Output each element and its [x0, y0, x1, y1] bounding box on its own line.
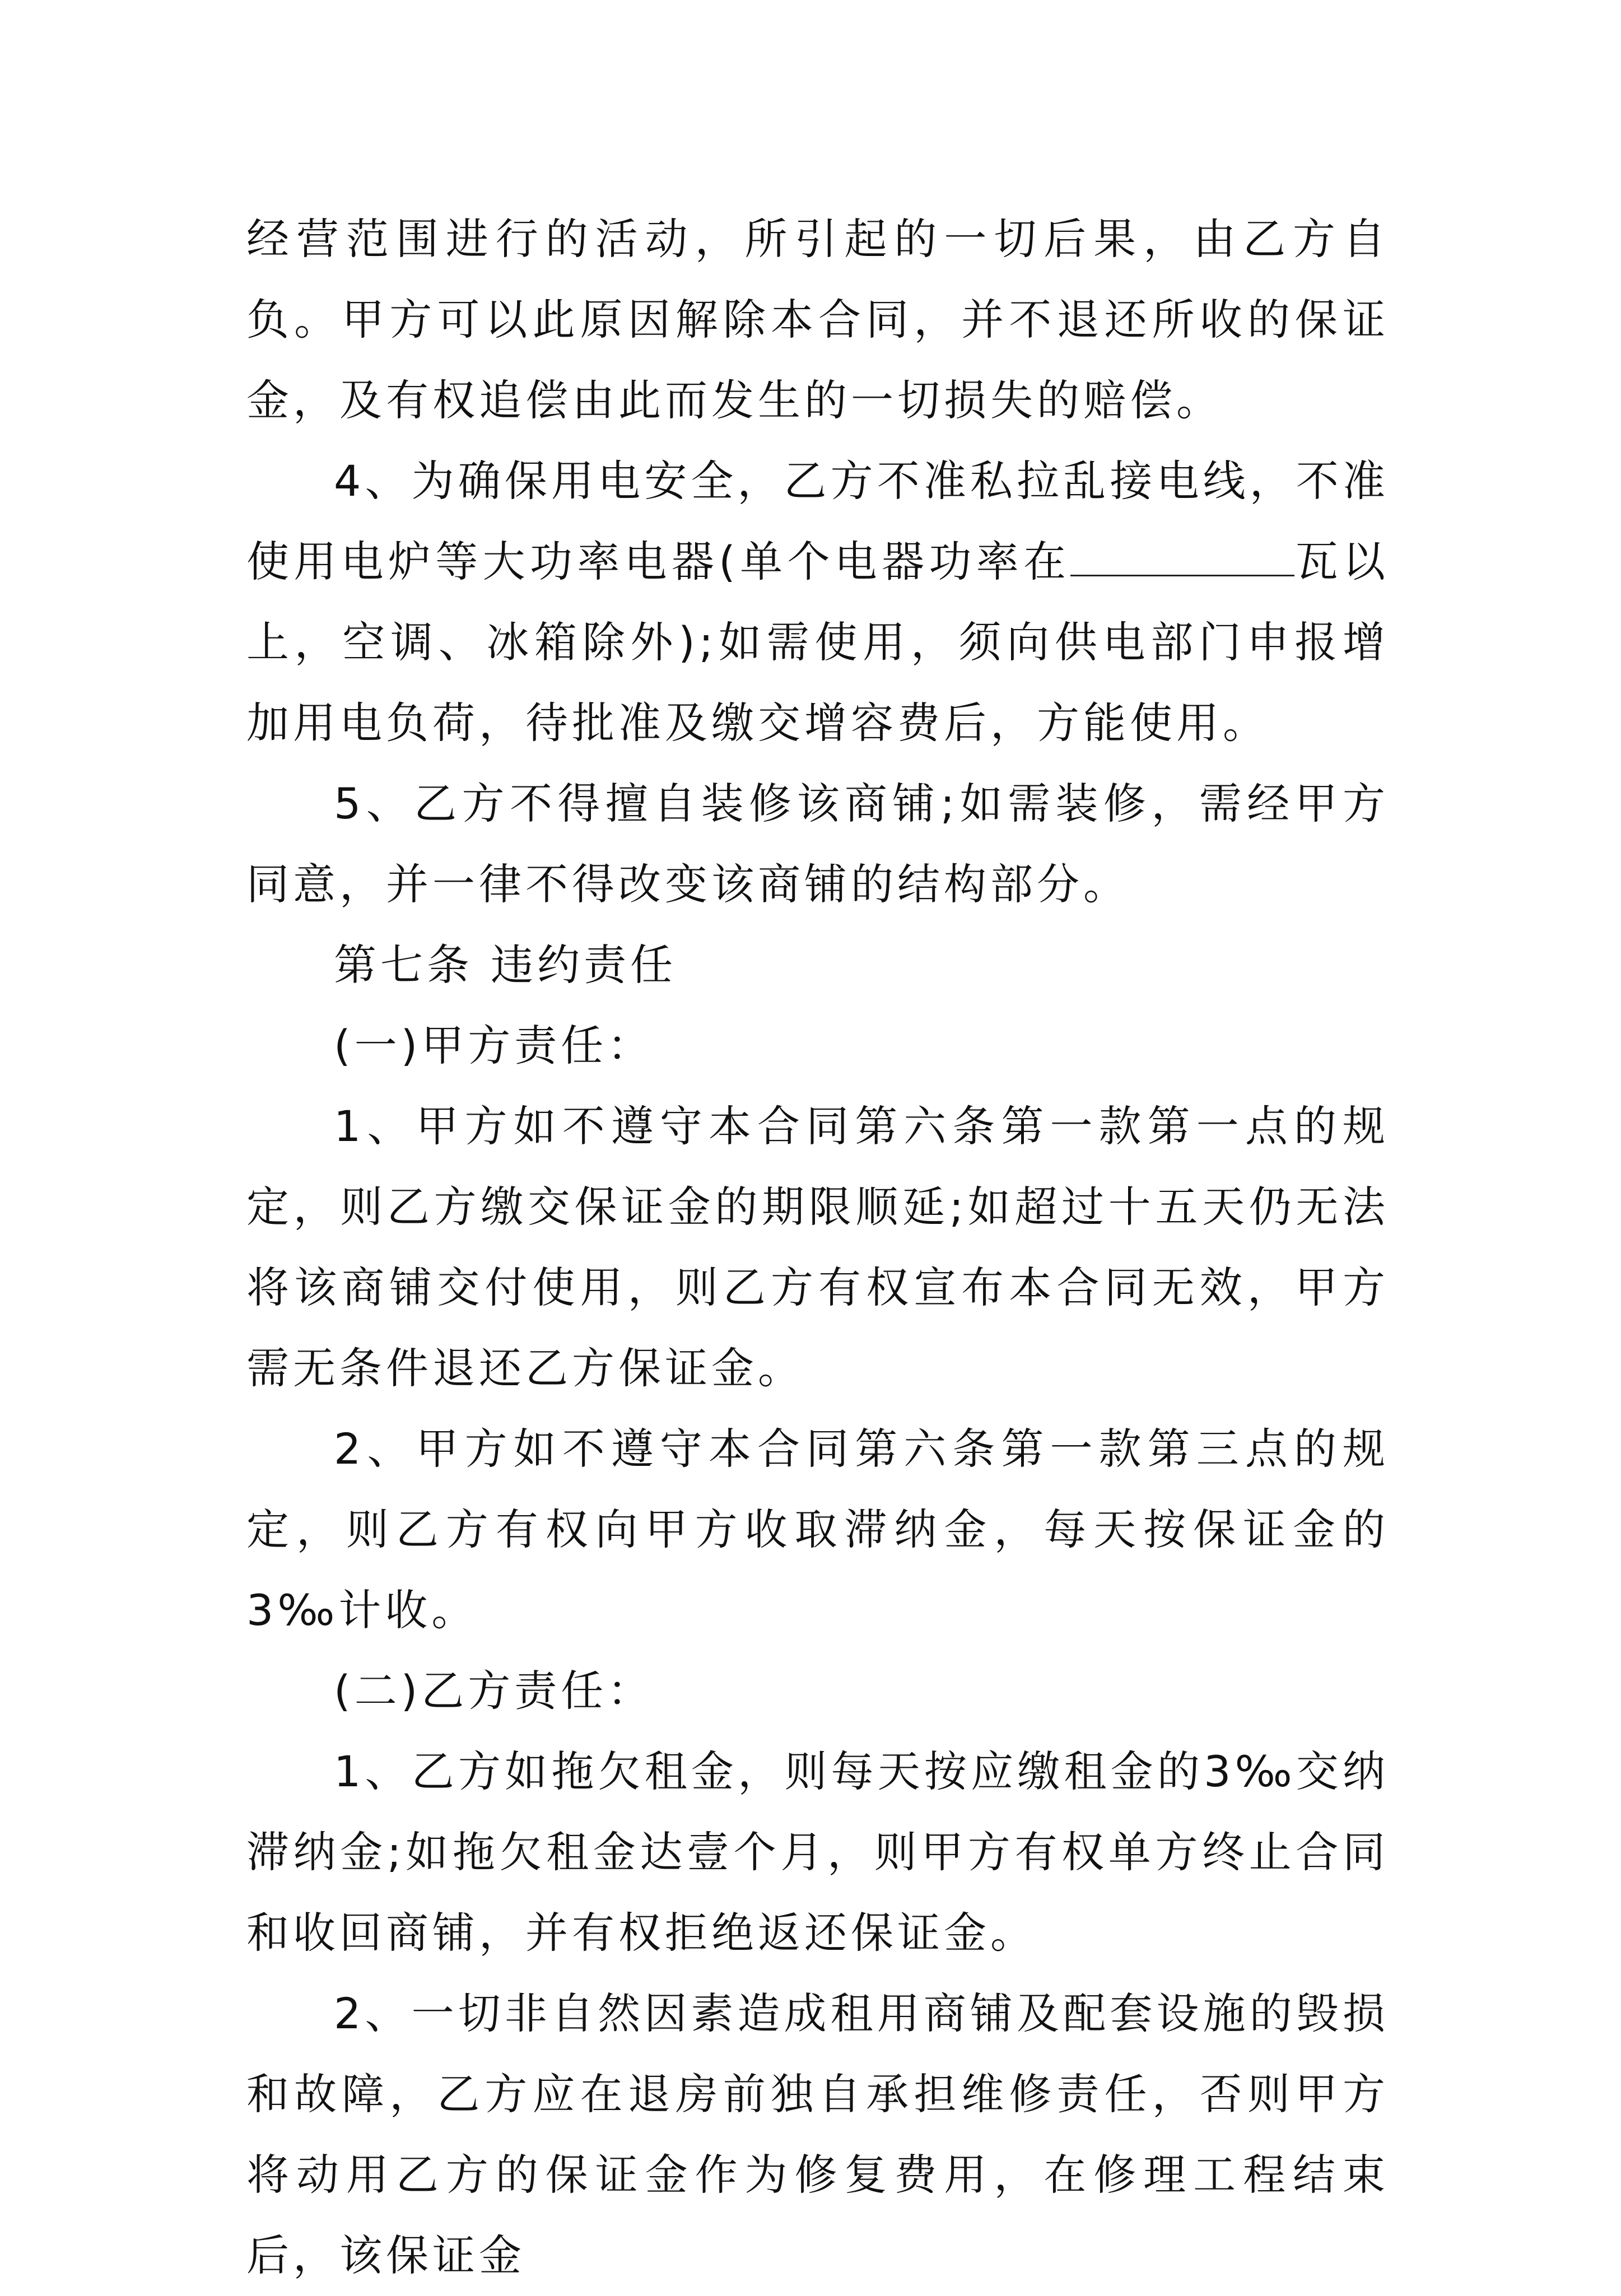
electrical-safety-text-1: 4、为确保用电安全，乙方不准私拉乱接电线，不准使用电炉等大功率电器(单个电器功率在 — [246, 456, 1389, 586]
paragraph-electrical-safety — [246, 441, 1389, 763]
party-b-clause-1: 1、乙方如拖欠租金，则每天按应缴租金的3‰交纳滞纳金;如拖欠租金达壹个月，则甲方有权单方终止合同和收回商铺，并有权拒绝返还保证金。 — [246, 1747, 1389, 1958]
party-b-responsibility-heading: (二)乙方责任： — [334, 1666, 654, 1716]
power-limit-blank — [1070, 541, 1294, 576]
paragraph-consequences: 经营范围进行的活动，所引起的一切后果，由乙方自负。甲方可以此原因解除本合同，并不退还所收的保证金，及有权追偿由此而发生的一切损失的赔偿。 — [246, 214, 1389, 425]
paragraph-renovation: 5、乙方不得擅自装修该商铺;如需装修，需经甲方同意，并一律不得改变该商铺的结构部分。 — [246, 779, 1389, 909]
party-a-clause-1: 1、甲方如不遵守本合同第六条第一款第一点的规定，则乙方缴交保证金的期限顺延;如超过十五天仍无法将该商铺交付使用，则乙方有权宣布本合同无效，甲方需无条件退还乙方保证金。 — [246, 1101, 1389, 1393]
party-b-clause-2: 2、一切非自然因素造成租用商铺及配套设施的毁损和故障，乙方应在退房前独自承担维修责任，否则甲方将动用乙方的保证金作为修复费用，在修理工程结束后，该保证金 — [246, 1988, 1389, 2280]
party-a-responsibility-heading: (一)甲方责任： — [334, 1021, 654, 1070]
electrical-safety-text-2: 瓦以上，空调、冰箱除外);如需使用，须向供电部门申报增加用电负荷，待批准及缴交增容费后，方能使用。 — [246, 537, 1389, 748]
party-a-clause-2: 2、甲方如不遵守本合同第六条第一款第三点的规定，则乙方有权向甲方收取滞纳金，每天按保证金的3‰计收。 — [246, 1424, 1389, 1635]
document-page — [246, 199, 1389, 2296]
article-7-title: 第七条 违约责任 — [334, 940, 677, 990]
